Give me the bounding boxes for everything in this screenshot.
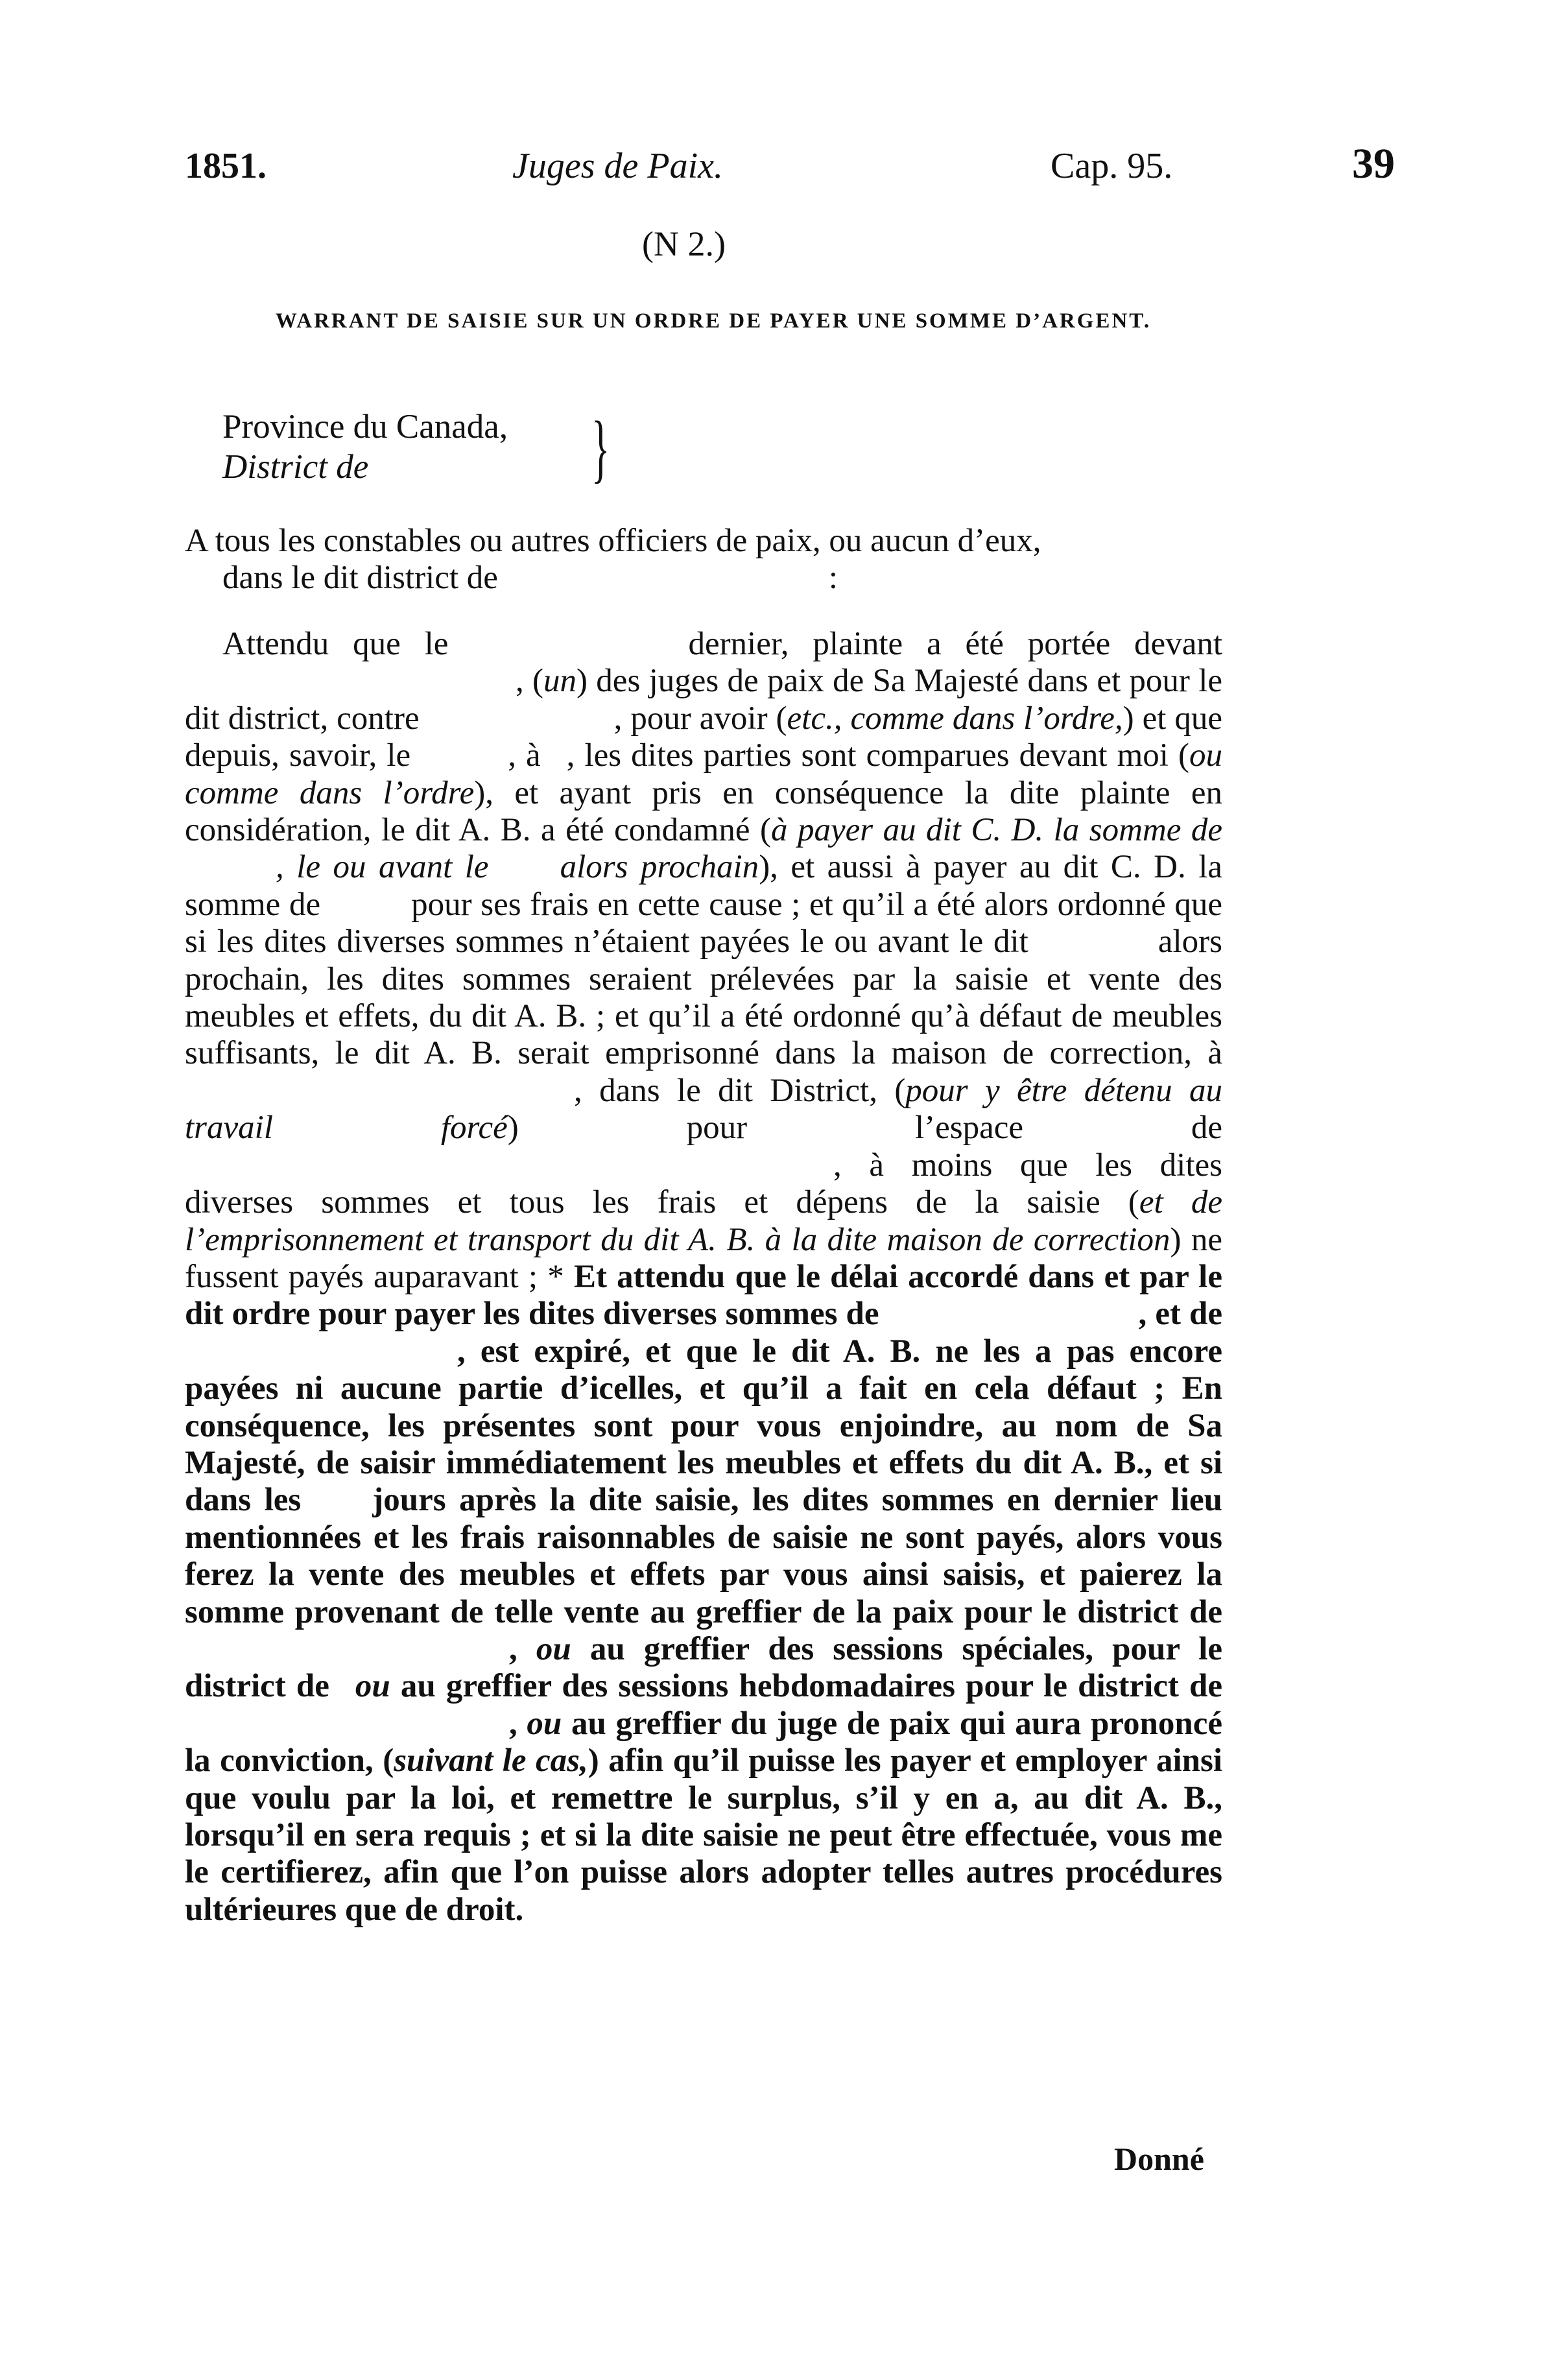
venue-province: Province du Canada, [222, 408, 508, 446]
venue-district: District de [222, 448, 369, 486]
venue-block [222, 407, 508, 487]
form-number: (N 2.) [642, 224, 726, 263]
addressee-line-2: dans le dit district de : [222, 560, 838, 597]
body-paragraph: Attendu que le dernier, plainte a été portée devant, (un) des juges de paix de Sa Majesté dans et pour le dit district, contre , pour avoir (etc., comme dans l’ordre,) et que depuis, savoir, le , à , les dites parties sont comparues devant moi (ou comme dans l’ordre), et ayant pris en conséquence la dite plainte en considération, le dit A. B. a été condamné (à payer au dit C. D. la somme de, le ou avant le alors prochain), et aussi à payer au dit C. D. la somme de pour ses frais en cette cause ; et qu’il a été alors ordonné que si les dites diverses sommes n’étaient payées le ou avant le dit alors prochain, les dites sommes seraient prélevées par la saisie et vente des meubles et effets, du dit A. B. ; et qu’il a été ordonné qu’à défaut de meubles suffisants, le dit A. B. serait emprisonné dans la maison de correction, à, dans le dit District, (pour y être détenu au travail forcé) pour l’espace de, à moins que les dites diverses sommes et tous les frais et dépens de la saisie (et de l’emprisonnement et transport du dit A. B. à la dite maison de correction) ne fussent payés auparavant ; * Et attendu que le délai accordé dans et par le dit ordre pour payer les dites diverses sommes de , et de, est expiré, et que le dit A. B. ne les a pas encore payées ni aucune partie d’icelles, et qu’il a fait en cela défaut ; En conséquence, les présentes sont pour vous enjoindre, au nom de Sa Majesté, de saisir immédiatement les meubles et effets du dit A. B., et si dans les jours après la dite saisie, les dites sommes en dernier lieu mentionnées et les frais raisonnables de saisie ne sont payés, alors vous ferez la vente des meubles et effets par vous ainsi saisis, et paierez la somme provenant de telle vente au greffier de la paix pour le district de, ou au greffier des sessions spéciales, pour le district de ou au greffier des sessions hebdomadaires pour le district de, ou au greffier du juge de paix qui aura prononcé la conviction, (suivant le cas,) afin qu’il puisse les payer et employer ainsi que voulu par la loi, et remettre le surplus, s’il y en a, au dit A. B., lorsqu’il en sera requis ; et si la dite saisie ne peut être effectuée, vous me le certifierez, afin que l’on puisse alors adopter telles autres procédures ultérieures que de droit. [185, 626, 1223, 1928]
page-number: 39 [1352, 140, 1395, 187]
header-title: Juges de Paix. [512, 146, 723, 186]
form-heading: WARRANT DE SAISIE SUR UN ORDRE DE PAYER UNE SOMME D’ARGENT. [275, 309, 1152, 333]
warrant-body [185, 626, 1222, 1929]
header-year: 1851. [185, 146, 267, 186]
addressee-line-1: A tous les constables ou autres officiers de paix, ou aucun d’eux, [185, 523, 1041, 559]
addressee [185, 523, 1222, 597]
body-bold-part: Et attendu que le délai accordé dans et par le dit ordre pour payer les dites diverses sommes de , et de, est expiré, et que le dit A. B. ne les a pas encore payées ni aucune partie d’icelles, et qu’il a fait en cela défaut ; En conséquence, les présentes sont pour vous enjoindre, au nom de Sa Majesté, de saisir immédiatement les meubles et effets du dit A. B., et si dans les jours après la dite saisie, les dites sommes en dernier lieu mentionnées et les frais raisonnables de saisie ne sont payés, alors vous ferez la vente des meubles et effets par vous ainsi saisis, et paierez la somme provenant de telle vente au greffier de la paix pour le district de, ou au greffier des sessions spéciales, pour le district de ou au greffier des sessions hebdomadaires pour le district de, ou au greffier du juge de paix qui aura prononcé la conviction, (suivant le cas,) afin qu’il puisse les payer et employer ainsi que voulu par la loi, et remettre le surplus, s’il y en a, au dit A. B., lorsqu’il en sera requis ; et si la dite saisie ne peut être effectuée, vous me le certifierez, afin que l’on puisse alors adopter telles autres procédures ultérieures que de droit. [185, 1258, 1223, 1928]
catchword: Donné [1114, 2141, 1204, 2177]
venue-brace: } [591, 405, 610, 490]
header-chapter: Cap. 95. [1051, 146, 1173, 186]
